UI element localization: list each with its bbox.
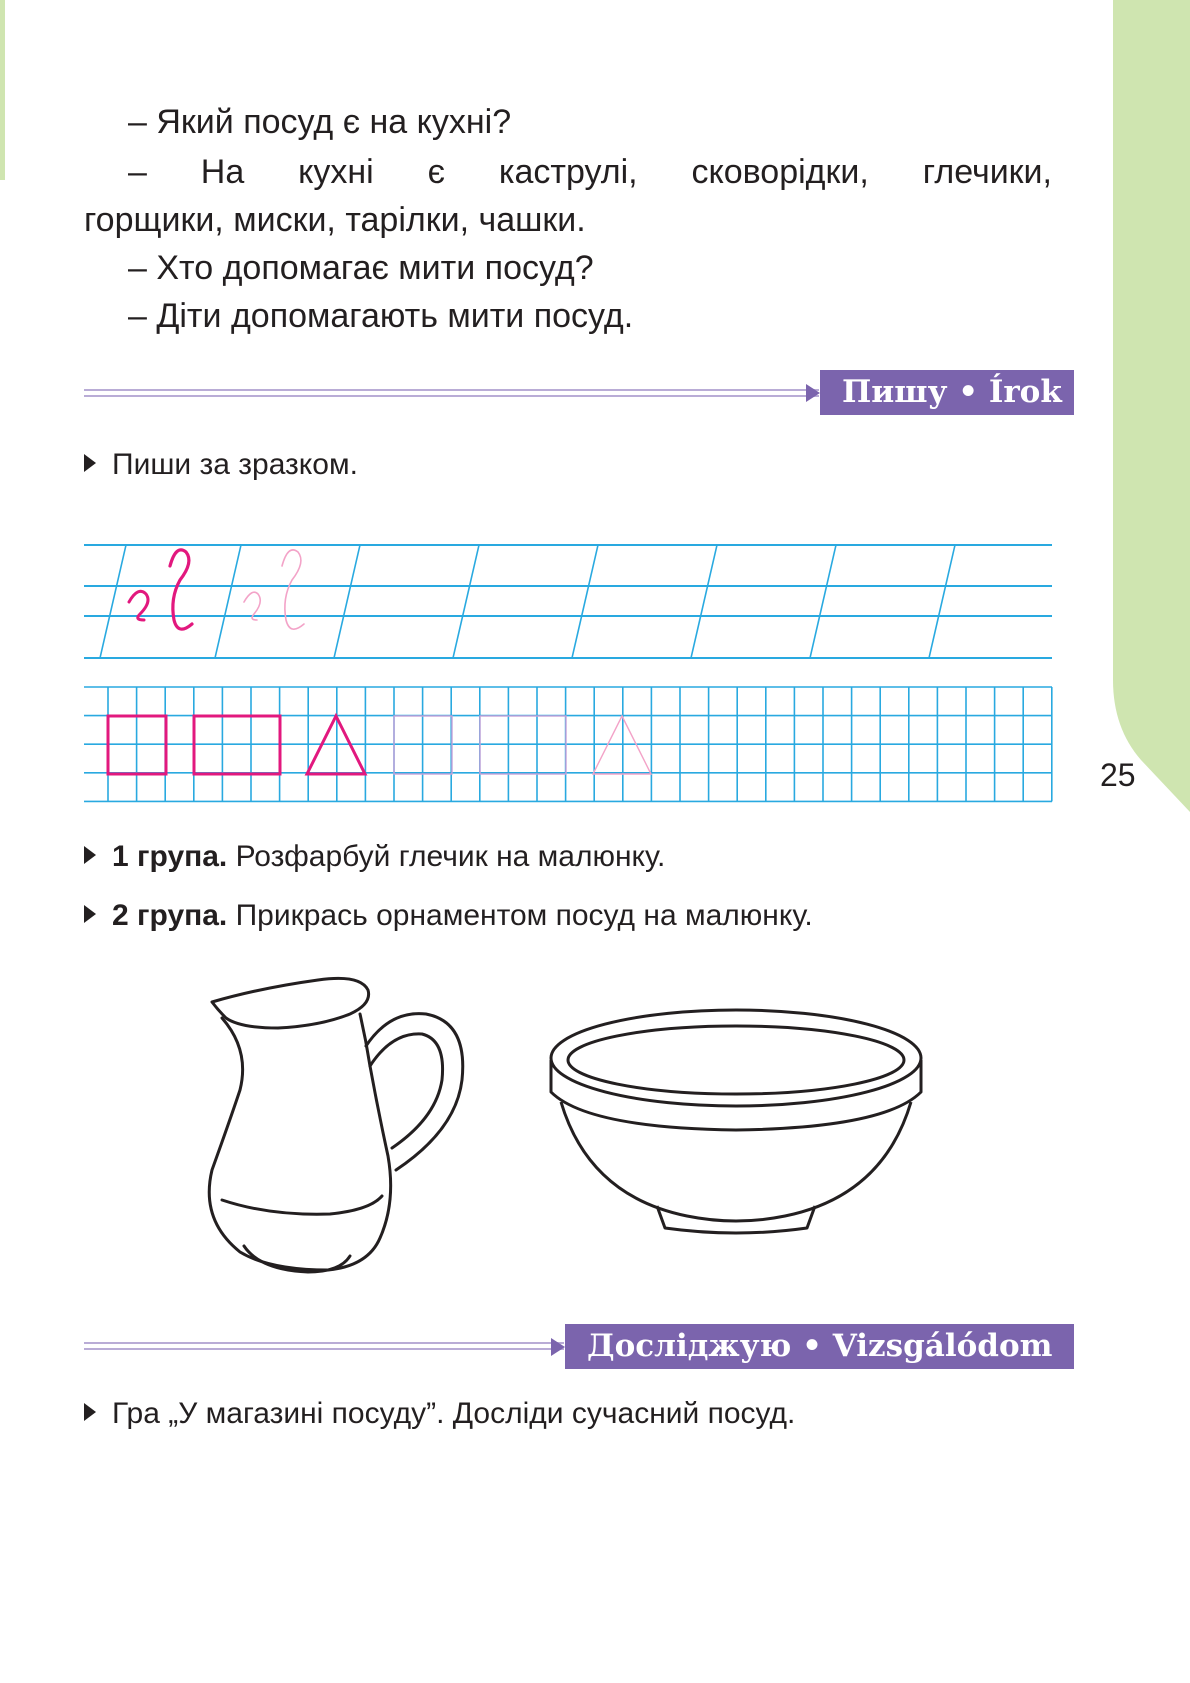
task-write — [84, 445, 358, 485]
section-banner-explore — [565, 1324, 1074, 1369]
task-game — [84, 1394, 795, 1434]
section-rule-write — [84, 389, 819, 397]
triangle-right-icon — [84, 846, 96, 864]
left-green-strip — [0, 0, 5, 180]
task-game-text: Гра „У магазині посуду”. Досліди сучасний посуд. — [112, 1397, 796, 1430]
dialog-question-1: – Який посуд є на кухні? — [128, 103, 512, 141]
banner-arrow-icon — [806, 384, 820, 402]
bowl-illustration — [547, 1006, 925, 1241]
task-group-1-label: 1 група. — [112, 840, 228, 873]
section-banner-write — [820, 370, 1074, 415]
page-number: 25 — [1100, 757, 1136, 793]
triangle-right-icon — [84, 905, 96, 923]
dialog-answer-1-cont: горщики, миски, тарілки, чашки. — [84, 201, 586, 239]
dialog-answer-2: – Діти допомагають мити посуд. — [128, 297, 634, 335]
handwriting-lines — [84, 540, 1054, 670]
dialog-question-2: – Хто допомагає мити посуд? — [128, 249, 594, 287]
dialog-answer-1: – На кухні є каструлі, сковорідки, глечики, — [128, 153, 1052, 191]
task-group-1 — [84, 837, 665, 877]
jug-illustration — [200, 970, 470, 1285]
letter-samples — [129, 550, 304, 629]
task-group-1-text: Розфарбуй глечик на малюнку. — [227, 840, 666, 873]
section-rule-explore — [84, 1342, 564, 1350]
task-group-2-text: Прикрась орнаментом посуд на малюнку. — [227, 899, 813, 932]
triangle-right-icon — [84, 454, 96, 472]
green-side-tab — [1113, 0, 1190, 812]
banner-arrow-icon — [551, 1338, 565, 1356]
task-group-2 — [84, 896, 813, 936]
task-write-text: Пиши за зразком. — [112, 448, 358, 481]
section-title-explore: Досліджую • Vizsgálódom — [587, 1328, 1053, 1364]
task-group-2-label: 2 група. — [112, 899, 228, 932]
triangle-right-icon — [84, 1403, 96, 1421]
section-title-write: Пишу • Írok — [842, 374, 1062, 410]
graph-grid — [84, 685, 1054, 805]
